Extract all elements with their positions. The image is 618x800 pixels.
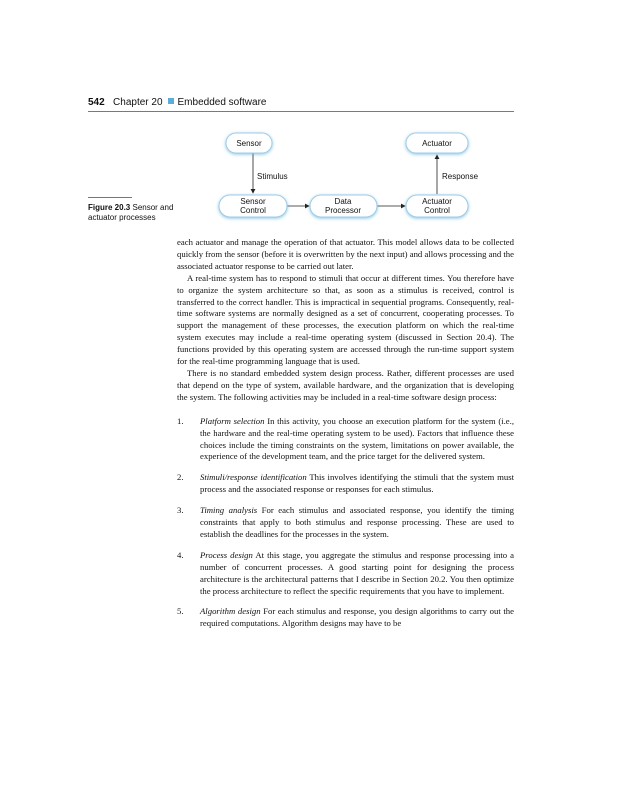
page-number: 542 — [88, 97, 105, 108]
list-item: 3. Timing analysis For each stimulus and associated response, you identify the timing constraints that apply to both stimulus and response processing. These are used to establish the deadlines for the processes in the system. — [177, 505, 515, 539]
svg-text:Sensor: Sensor — [236, 139, 262, 148]
list-item: 2. Stimuli/response identification This involves identifying the stimuli that the system must process and the associated response or responses for each stimulus. — [177, 472, 514, 495]
node-sensor — [226, 133, 272, 153]
node-data-processor — [310, 195, 377, 217]
svg-text:Sensor: Sensor — [240, 197, 266, 206]
paragraph-2: A real-time system has to respond to stimuli that occur at different times. You therefore have to organize the system architecture so that, as soon as a stimulus is received, control is transferred to the correct handler. This is impractical in sequential programs. Consequently, real-time software systems are normally designed as a set of concurrent, cooperating processes. To support the management of these processes, the execution platform on which the real-time system executes may include a real-time operating system (discussed in Section 20.4). The functions provided by this operating system are accessed through the run-time support system for the real-time programming language that is used. — [177, 272, 514, 367]
caption-rule — [88, 197, 132, 198]
list-item: 5. Algorithm design For each stimulus and response, you design algorithms to carry out the required computations. Algorithm designs may have to be — [177, 606, 514, 629]
label-stimulus: Stimulus — [257, 172, 288, 181]
node-actuator — [406, 133, 468, 153]
list-item: 4. Process design At this stage, you aggregate the stimulus and response processing into a number of concurrent processes. A good starting point for designing the process architecture is the architectural patterns that I describe in Section 20.2. You then optimize the process architecture to reflect the specific requirements that you have to implement. — [177, 549, 514, 596]
list-item: 1. Platform selection In this activity, you choose an execution platform for the system (i.e., the hardware and the real-time operating system to be used). Factors that influence these choices include the timing constraints on the system, limitations on power available, the experience of the development team, and the price target for the delivered system. — [177, 415, 514, 462]
paragraph-1: each actuator and manage the operation of that actuator. This model allows data to be collected quickly from the sensor (before it is overwritten by the next input) and allows processing and the associated actuator response to be carried out later. — [177, 237, 514, 271]
svg-text:Actuator: Actuator — [422, 197, 452, 206]
body-text — [177, 237, 514, 639]
figure-number: Figure 20.3 — [88, 203, 131, 212]
activity-list — [177, 416, 514, 631]
label-response: Response — [442, 172, 479, 181]
svg-text:Control: Control — [424, 206, 450, 215]
paragraph-3: There is no standard embedded system design process. Rather, different processes are used that depend on the type of system, available hardware, and the organization that is developing the system. The following activities may be included in a real-time software design process: — [177, 367, 514, 402]
svg-text:Processor: Processor — [324, 206, 362, 215]
figure-caption — [88, 203, 198, 223]
figure-caption-text: Sensor and actuator processes — [88, 203, 174, 222]
chapter-title: Embedded software — [177, 97, 267, 108]
svg-text:Actuator: Actuator — [422, 139, 452, 148]
svg-text:Data: Data — [334, 197, 352, 206]
node-actuator-control — [406, 195, 468, 217]
svg-text:Control: Control — [240, 206, 266, 215]
node-sensor-control — [219, 195, 287, 217]
chapter-label: Chapter 20 — [113, 97, 163, 108]
